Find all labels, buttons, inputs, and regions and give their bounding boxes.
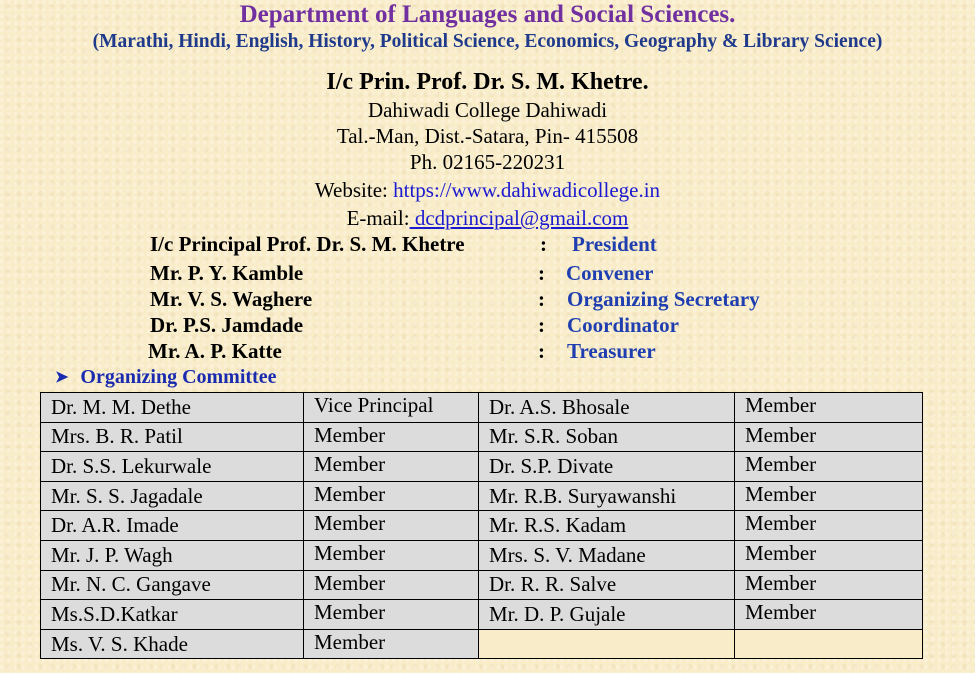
- member-name-cell: Mr. S. S. Jagadale: [41, 481, 304, 511]
- member-name-cell: Dr. R. R. Salve: [479, 570, 735, 600]
- email-link[interactable]: dcdprincipal@gmail.com: [409, 206, 629, 230]
- website-line: [0, 178, 975, 203]
- member-role-cell: Vice Principal: [304, 393, 479, 423]
- officer-name: Dr. P.S. Jamdade: [150, 313, 304, 337]
- member-name-cell: Mr. R.B. Suryawanshi: [479, 481, 735, 511]
- department-subjects: (Marathi, Hindi, English, History, Political Science, Economics, Geography & Library Science): [92, 31, 883, 52]
- officer-role: Organizing Secretary: [567, 287, 760, 311]
- member-role-cell: Member: [304, 481, 479, 511]
- member-name-cell: Dr. A.R. Imade: [41, 511, 304, 541]
- empty-cell: [735, 629, 923, 659]
- officer-colon: :: [538, 261, 545, 285]
- member-role-cell: Member: [735, 481, 923, 511]
- member-role-cell: Member: [304, 600, 479, 630]
- committee-row: [41, 452, 923, 482]
- member-name-cell: Mr. N. C. Gangave: [41, 570, 304, 600]
- member-role-cell: Member: [735, 540, 923, 570]
- committee-row: [41, 540, 923, 570]
- member-role-cell: Member: [304, 422, 479, 452]
- officer-colon: :: [538, 339, 545, 363]
- officer-name: I/c Principal Prof. Dr. S. M. Khetre: [150, 232, 465, 256]
- member-name-cell: Mrs. B. R. Patil: [41, 422, 304, 452]
- department-title: Department of Languages and Social Sciences.: [239, 1, 736, 28]
- member-role-cell: Member: [735, 422, 923, 452]
- member-name-cell: Mr. D. P. Gujale: [479, 600, 735, 630]
- officer-role: President: [572, 232, 657, 256]
- member-name-cell: Dr. M. M. Dethe: [41, 393, 304, 423]
- website-label: Website:: [314, 178, 394, 202]
- committee-table-body: [41, 393, 923, 659]
- member-name-cell: Dr. S.P. Divate: [479, 452, 735, 482]
- member-role-cell: Member: [735, 511, 923, 541]
- member-role-cell: Member: [735, 570, 923, 600]
- officer-role: Coordinator: [567, 313, 679, 337]
- college-address: Tal.-Man, Dist.-Satara, Pin- 415508: [336, 124, 639, 148]
- college-phone: Ph. 02165-220231: [409, 150, 566, 174]
- website-link[interactable]: https://www.dahiwadicollege.in: [393, 178, 661, 202]
- college-name: Dahiwadi College Dahiwadi: [367, 98, 608, 122]
- member-role-cell: Member: [735, 600, 923, 630]
- member-role-cell: Member: [735, 393, 923, 423]
- committee-row: [41, 600, 923, 630]
- member-role-cell: Member: [735, 452, 923, 482]
- officer-name: Mr. A. P. Katte: [148, 339, 282, 363]
- email-line: [0, 206, 975, 231]
- member-name-cell: Mr. J. P. Wagh: [41, 540, 304, 570]
- member-role-cell: Member: [304, 570, 479, 600]
- member-name-cell: Dr. A.S. Bhosale: [479, 393, 735, 423]
- committee-table: [40, 392, 923, 659]
- member-name-cell: Ms. V. S. Khade: [41, 629, 304, 659]
- committee-row: [41, 629, 923, 659]
- committee-row: [41, 481, 923, 511]
- member-role-cell: Member: [304, 629, 479, 659]
- email-label: E-mail:: [346, 206, 410, 230]
- member-role-cell: Member: [304, 452, 479, 482]
- committee-row: [41, 570, 923, 600]
- arrow-bullet-icon: ➤: [55, 369, 69, 386]
- officer-name: Mr. P. Y. Kamble: [150, 261, 304, 285]
- committee-row: [41, 511, 923, 541]
- member-role-cell: Member: [304, 511, 479, 541]
- organizing-committee-heading: [55, 366, 276, 389]
- officer-colon: :: [540, 232, 547, 256]
- officer-role: Treasurer: [567, 339, 656, 363]
- member-name-cell: Dr. S.S. Lekurwale: [41, 452, 304, 482]
- officer-name: Mr. V. S. Waghere: [150, 287, 313, 311]
- officer-role: Convener: [566, 261, 654, 285]
- member-name-cell: Ms.S.D.Katkar: [41, 600, 304, 630]
- committee-row: [41, 422, 923, 452]
- officer-colon: :: [538, 313, 545, 337]
- member-name-cell: Mr. R.S. Kadam: [479, 511, 735, 541]
- principal-name: I/c Prin. Prof. Dr. S. M. Khetre.: [326, 69, 649, 95]
- committee-row: [41, 393, 923, 423]
- officer-colon: :: [538, 287, 545, 311]
- member-role-cell: Member: [304, 540, 479, 570]
- member-name-cell: Mrs. S. V. Madane: [479, 540, 735, 570]
- member-name-cell: Mr. S.R. Soban: [479, 422, 735, 452]
- empty-cell: [479, 629, 735, 659]
- organizing-committee-label: Organizing Committee: [80, 366, 277, 388]
